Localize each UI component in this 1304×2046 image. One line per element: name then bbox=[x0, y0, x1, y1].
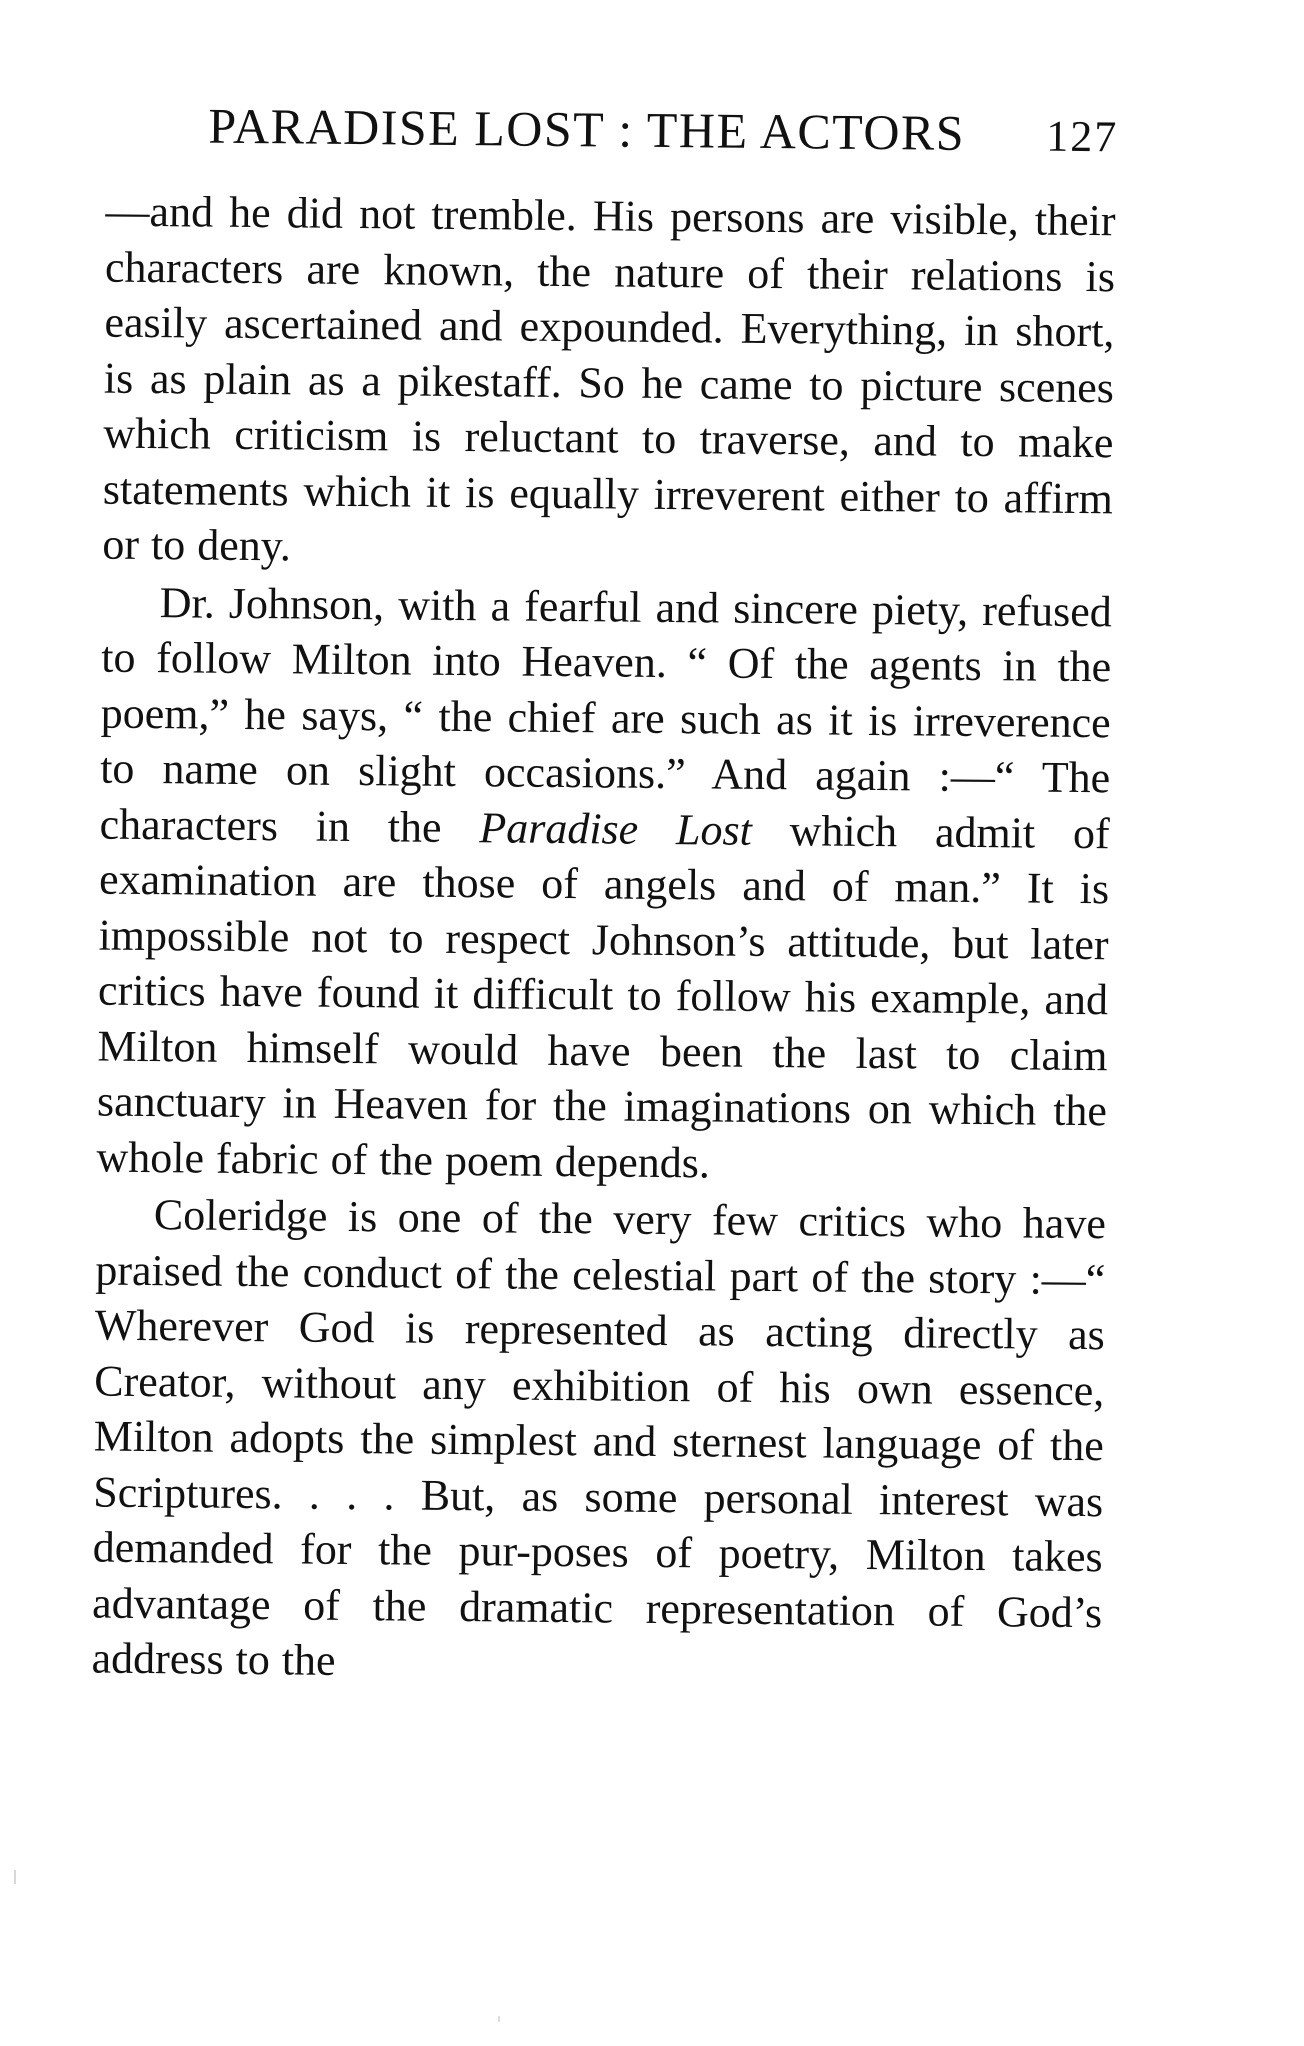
running-head-title: PARADISE LOST : THE ACTORS bbox=[208, 97, 966, 161]
paragraph-2-text: Dr. Johnson, with a fearful and sincere piety, refused to follow Milton into Heaven. “ Of the agents in the poem,” he says, “ the chief are such as it is irreverence to name on slight occasions.” And again :—“ The characters in the bbox=[99, 577, 1112, 852]
paragraph-2 bbox=[96, 574, 1112, 1194]
paragraph-1: —and he did not tremble. His persons are visible, their characters are known, the nature of their relations is easily ascertained and expounded. Everything, in short, is as plain as a pikestaff. So he came to picture scenes which criticism is reluctant to traverse, and to make statements which it is equally irreverent either to affirm or to deny. bbox=[102, 186, 1116, 571]
paradise-lost-italic: Paradise Lost bbox=[479, 802, 753, 855]
paragraph-2-continued: which admit of examination are those of angels and of man.” It is impossible not to respect Johnson’s attitude, but later critics have found it difficult to follow his example, and Milton himself would have been the last to claim sanctuary in Heaven for the imaginations on which the whole fabric of the poem depends. bbox=[96, 805, 1110, 1187]
paragraph-3: Coleridge is one of the very few critics who have praised the conduct of the celestial part of the story :—“ Wherever God is represented as acting directly as Creator, without any exhibition of his own essence, Milton adopts the simplest and sternest language of the Scriptures. . . . But, as some personal interest was demanded for the pur-poses of poetry, Milton takes advantage of the dramatic representation of God’s address to the bbox=[91, 1190, 1107, 1685]
running-head bbox=[198, 96, 1119, 175]
scan-speck bbox=[14, 1870, 16, 1884]
page-number: 127 bbox=[1046, 111, 1119, 162]
body-text bbox=[91, 184, 1115, 1696]
scan-speck bbox=[498, 2016, 500, 2022]
